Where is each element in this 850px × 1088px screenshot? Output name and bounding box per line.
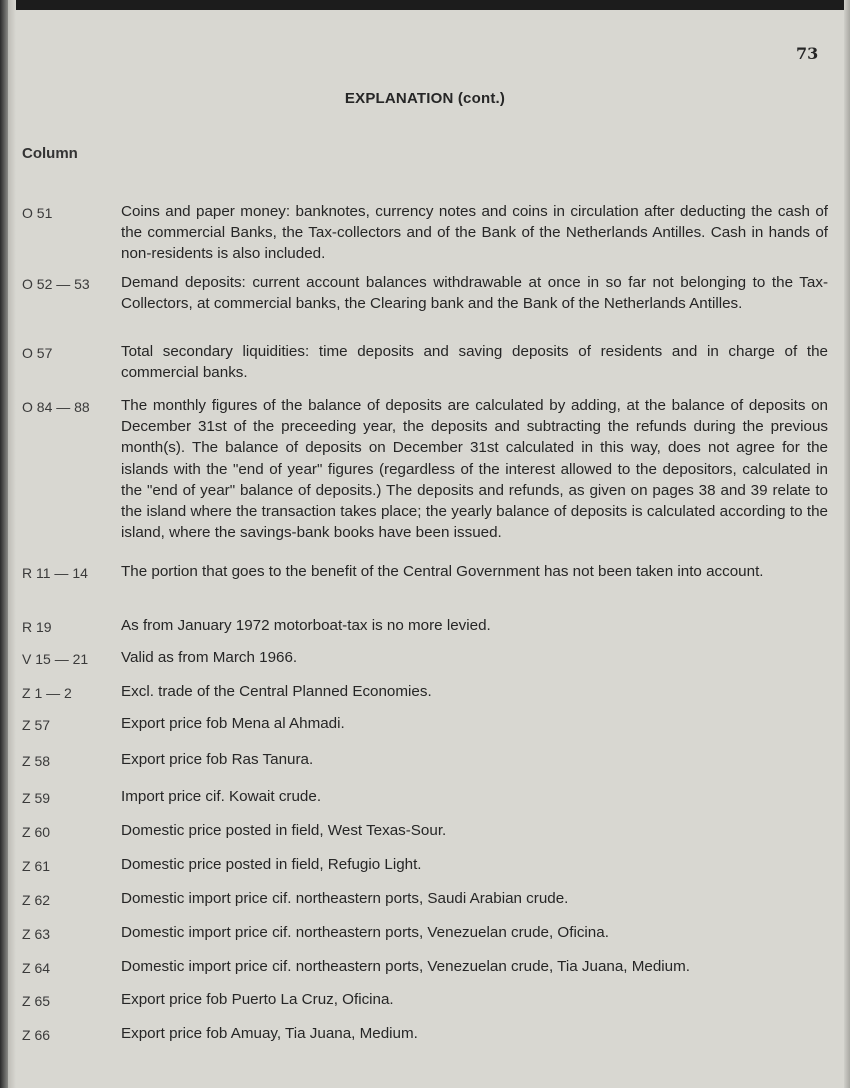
column-code: R 11 — 14 [22, 565, 88, 581]
entry-text: Export price fob Mena al Ahmadi. [121, 715, 345, 732]
column-code: O 52 — 53 [22, 276, 90, 292]
entry-text: Domestic import price cif. northeastern ports, Venezuelan crude, Tia Juana, Medium. [121, 958, 690, 975]
column-code: O 57 [22, 345, 53, 361]
column-code: Z 57 [22, 717, 51, 733]
entry-text: The portion that goes to the benefit of the Central Government has not been taken into account. [121, 563, 764, 580]
entry-text: Coins and paper money: banknotes, currency notes and coins in circulation after deducting the cash of the commercial Banks, the Tax-collectors and of the Bank of the Netherlands Antilles. Cash in hands of non-residents is also included. [121, 203, 828, 263]
column-code: O 84 — 88 [22, 399, 90, 415]
entry-text: As from January 1972 motorboat-tax is no more levied. [121, 617, 491, 634]
entry-text: Domestic import price cif. northeastern ports, Saudi Arabian crude. [121, 890, 569, 907]
column-code: R 19 [22, 619, 52, 635]
entry-text: The monthly figures of the balance of deposits are calculated by adding, at the balance of deposits on December 31st of the preceeding year, the deposits and subtracting the refunds during the previous month(s). The balance of deposits on December 31st calculated in this way, does not agree for the islands with the "end of year" figures (regardless of the interest allowed to the depositors, calculated in the "end of year" balance of deposits.) The deposits and refunds, as given on pages 38 and 39 relate to the island where the transaction takes place; the yearly balance of deposits is calculated according to the island, where the savings-bank books have been issued. [121, 397, 828, 542]
binding-edge [0, 0, 8, 1088]
column-code: V 15 — 21 [22, 651, 89, 667]
column-code: Z 63 [22, 926, 51, 942]
page-right-edge [844, 0, 850, 1088]
entry-text: Domestic import price cif. northeastern ports, Venezuelan crude, Oficina. [121, 924, 609, 941]
entry-text: Valid as from March 1966. [121, 649, 298, 666]
entry-text: Export price fob Puerto La Cruz, Oficina. [121, 991, 394, 1008]
page-title: EXPLANATION (cont.) [344, 90, 506, 107]
column-code: O 51 [22, 205, 53, 221]
entry-text: Export price fob Ras Tanura. [121, 751, 314, 768]
column-code: Z 65 [22, 993, 51, 1009]
page-number: 73 [796, 44, 819, 63]
column-code: Z 60 [22, 824, 51, 840]
entry-text: Demand deposits: current account balances withdrawable at once in so far not belonging to the Tax-Collectors, at commercial banks, the Clearing bank and the Bank of the Netherlands Antilles. [121, 274, 828, 313]
column-code: Z 66 [22, 1027, 51, 1043]
entry-text: Domestic price posted in field, Refugio Light. [121, 856, 422, 873]
entry-text: Total secondary liquidities: time deposits and saving deposits of residents and in charge of the commercial banks. [121, 343, 828, 382]
scan-top-edge [0, 0, 850, 10]
entry-text: Export price fob Amuay, Tia Juana, Medium. [121, 1025, 418, 1042]
entry-text: Domestic price posted in field, West Texas-Sour. [121, 822, 447, 839]
column-header: Column [22, 145, 78, 162]
column-code: Z 58 [22, 753, 51, 769]
entry-text: Excl. trade of the Central Planned Economies. [121, 683, 432, 700]
column-code: Z 1 — 2 [22, 685, 72, 701]
column-code: Z 59 [22, 790, 51, 806]
column-code: Z 64 [22, 960, 51, 976]
page-gutter [8, 0, 16, 1088]
column-code: Z 61 [22, 858, 51, 874]
entry-text: Import price cif. Kowait crude. [121, 788, 322, 805]
column-code: Z 62 [22, 892, 51, 908]
